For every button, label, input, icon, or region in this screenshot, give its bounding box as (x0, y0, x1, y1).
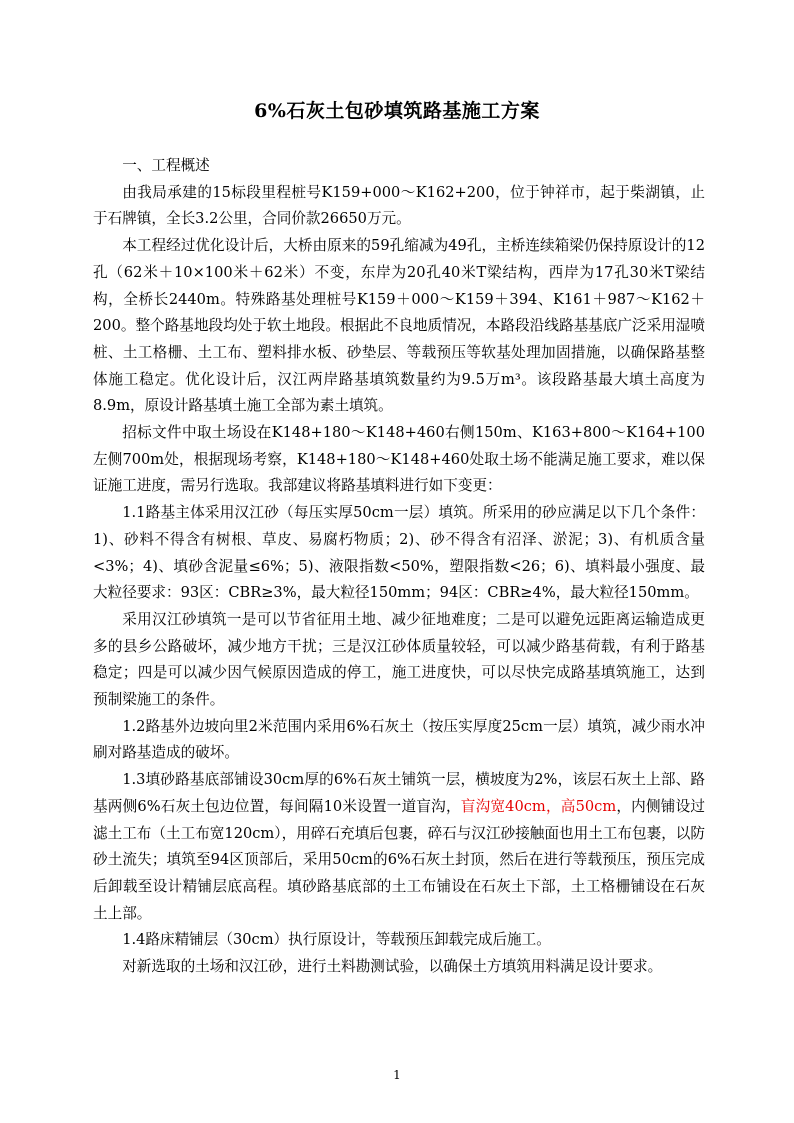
page-number: 1 (393, 1068, 401, 1082)
item-1-2: 1.2路基外边坡向里2米范围内采用6%石灰土（按压实厚度25cm一层）填筑，减少雨水冲刷对路基造成的破坏。 (93, 717, 705, 762)
document-body (93, 153, 705, 981)
paragraph-borrow-pit: 招标文件中取土场设在K148+180～K148+460右侧150m、K163+800～K164+100左侧700m处，根据现场考察，K148+180～K148+460处取土场不能满足施工要求，难以保证施工进度，需另行选取。我部建议将路基填料进行如下变更： (93, 424, 705, 495)
highlighted-drain-size: 盲沟宽40cm，高50cm (460, 797, 617, 815)
section-heading: 一、工程概述 (122, 157, 210, 174)
paragraph-overview: 由我局承建的15标段里程桩号K159+000～K162+200，位于钟祥市，起于柴湖镇，止于石牌镇，全长3.2公里，合同价款26650万元。 (93, 183, 705, 228)
item-1-3-text-end: ，内侧铺设过滤土工布（土工布宽120cm），用碎石充填后包裹，碎石与汉江砂接触面也用土工布包裹，以防砂土流失；填筑至94区顶部后，采用50cm的6%石灰土封顶，然后在进行等载预压，预压完成后卸载至设计精铺层底高程。填砂路基底部的土工布铺设在石灰土下部，土工格栅铺设在石灰土上部。 (93, 797, 705, 922)
item-1-4: 1.4路床精铺层（30cm）执行原设计，等载预压卸载完成后施工。 (122, 931, 551, 949)
paragraph-advantages: 采用汉江砂填筑一是可以节省征用土地、减少征地难度；二是可以避免远距离运输造成更多的县乡公路破坏，减少地方干扰；三是汉江砂体质量较轻，可以减少路基荷载，有利于路基稳定；四是可以减少因气候原因造成的停工，施工进度快，可以尽快完成路基填筑施工，达到预制梁施工的条件。 (93, 610, 705, 709)
document-title: 6%石灰土包砂填筑路基施工方案 (254, 100, 540, 122)
item-1-1: 1.1路基主体采用汉江砂（每压实厚50cm一层）填筑。所采用的砂应满足以下几个条件：1)、砂料不得含有树根、草皮、易腐朽物质；2)、砂不得含有沼泽、淤泥；3)、有机质含量<3%；4)、填砂含泥量≤6%；5)、液限指数<50%，塑限指数<26；6)、填料最小强度、最大粒径要求：93区：CBR≥3%，最大粒径150mm；94区：CBR≥4%，最大粒径150mm。 (93, 504, 705, 602)
paragraph-testing: 对新选取的土场和汉江砂，进行土料勘测试验，以确保土方填筑用料满足设计要求。 (122, 958, 663, 976)
item-1-3 (93, 767, 705, 927)
item-1-3-text-start: 1.3填砂路基底部铺设30cm厚的6%石灰土铺筑一层，横坡度为2%，该层石灰土上部、路基两侧6%石灰土包边位置，每间隔10米设置一道盲沟， (93, 771, 705, 815)
paragraph-design: 本工程经过优化设计后，大桥由原来的59孔缩减为49孔，主桥连续箱梁仍保持原设计的12孔（62米＋10×100米＋62米）不变，东岸为20孔40米T梁结构，西岸为17孔30米T梁结构，全桥长2440m。特殊路基处理桩号K159＋000～K159＋394、K161＋987～K162＋200。整个路基地段均处于软土地段。根据此不良地质情况，本路段沿线路基基底广泛采用湿喷桩、土工格栅、土工布、塑料排水板、砂垫层、等载预压等软基处理加固措施，以确保路基整体施工稳定。优化设计后，汉江两岸路基填筑数量约为9.5万m³。该段路基最大填土高度为8.9m，原设计路基填土施工全部为素土填筑。 (93, 237, 705, 415)
